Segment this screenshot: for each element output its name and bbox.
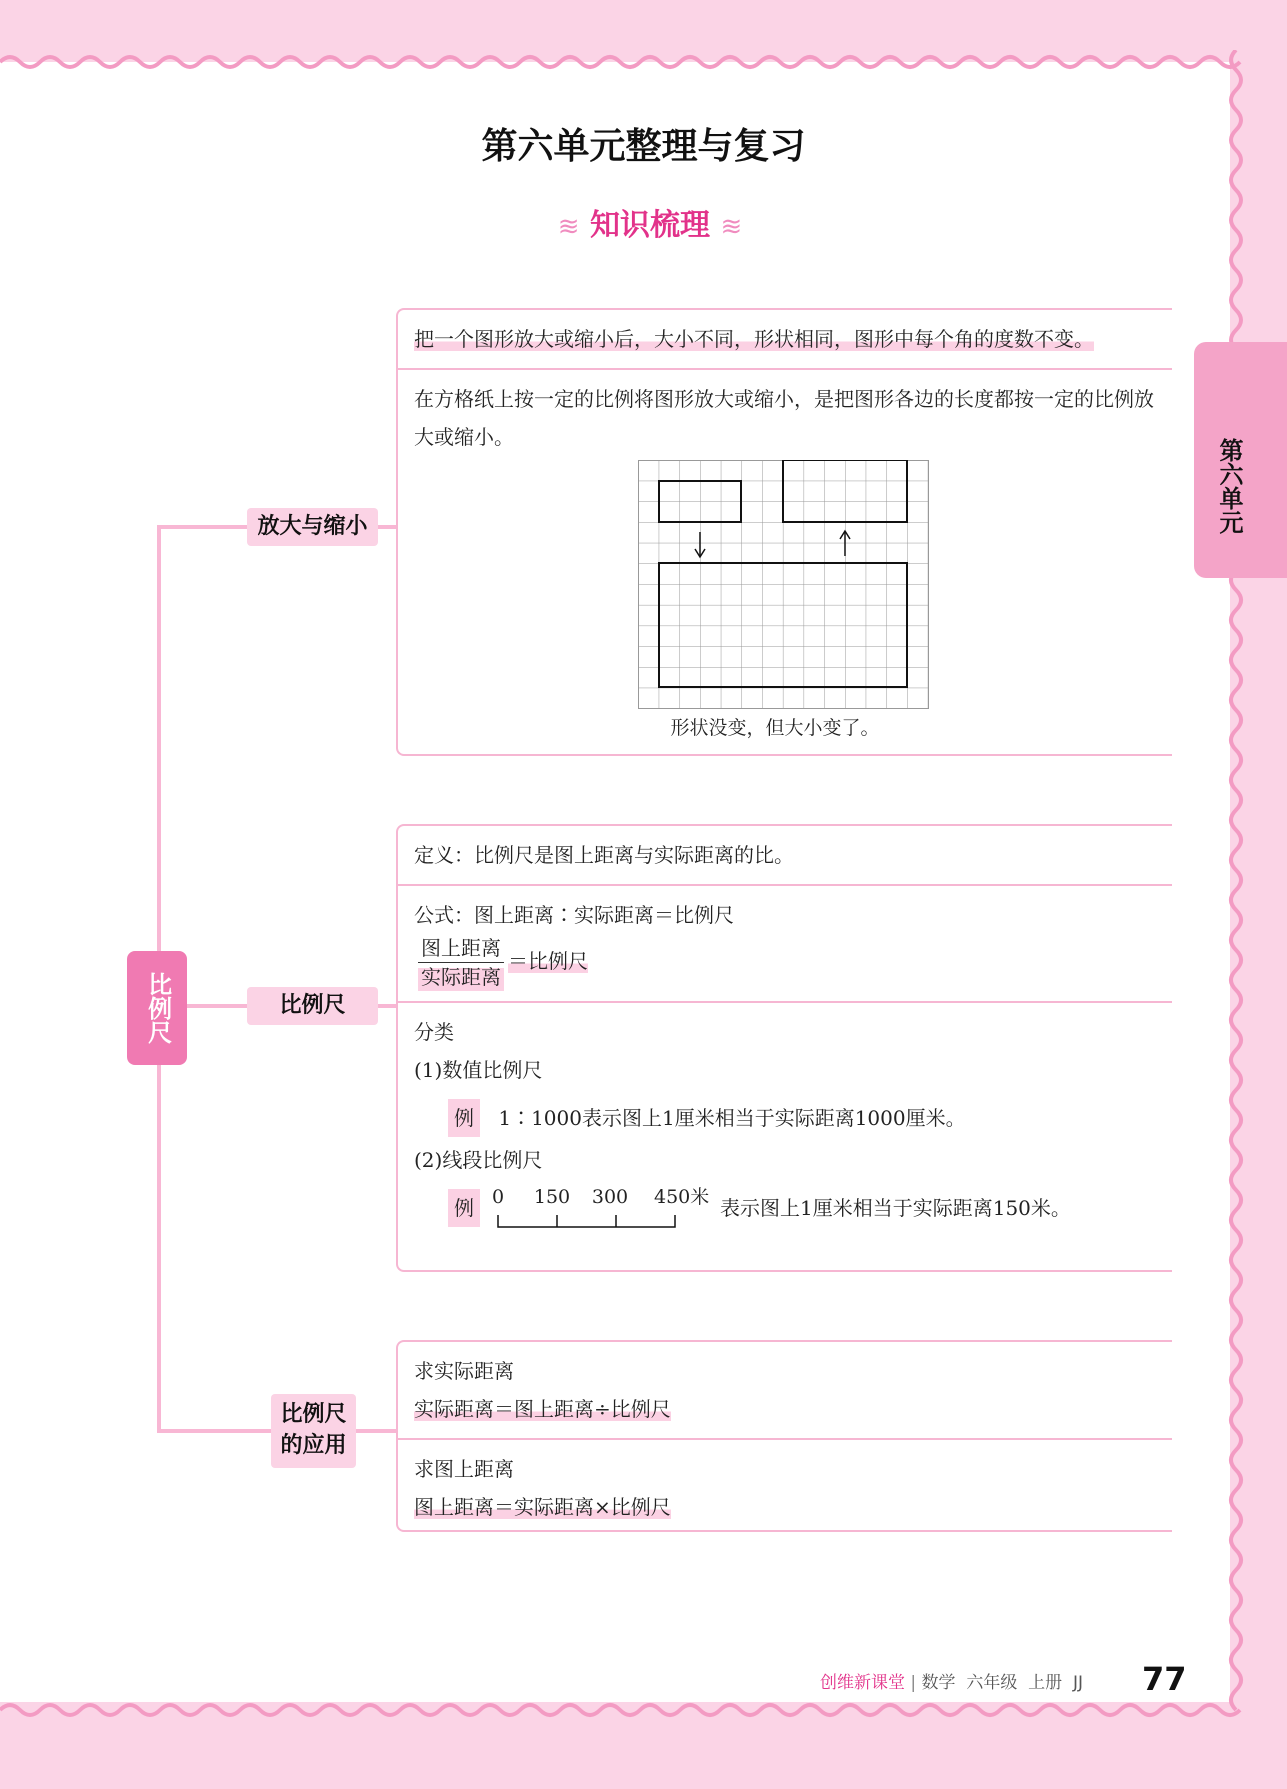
box-scale xyxy=(396,824,1172,1272)
line-scale-ruler xyxy=(492,1181,720,1235)
ruler-tick-label: 150 xyxy=(533,1186,571,1208)
scale-classify-title: 分类 xyxy=(414,1020,454,1044)
ruler-tick-label: 300 xyxy=(591,1186,629,1208)
scale-example2-text: 表示图上1厘米相当于实际距离150米。 xyxy=(720,1196,1071,1220)
ruler-tick-label: 0 xyxy=(492,1186,505,1208)
footer: 创维新课堂 | 数学 六年级 上册 JJ xyxy=(820,1673,1084,1693)
scale-formula-text: 公式：图上距离∶实际距离＝比例尺 xyxy=(414,903,734,927)
map-distance-row xyxy=(398,1438,1172,1536)
fraction-numerator: 图上距离 xyxy=(418,934,504,963)
scale-example1-row xyxy=(414,1099,1156,1137)
map-distance-title: 求图上距离 xyxy=(414,1457,514,1481)
tree-branch-line-scale xyxy=(185,1004,247,1008)
root-node-scale: 比例尺 xyxy=(127,951,187,1065)
enlarge-grid-row xyxy=(398,368,1172,756)
page-title: 第六单元整理与复习 xyxy=(481,126,806,167)
section-title xyxy=(540,200,760,244)
wave-decoration-icon: ≋ xyxy=(557,212,580,242)
tree-branch-line-application xyxy=(157,1429,271,1433)
ruler-tick-label: 450米 xyxy=(654,1186,710,1208)
connector-scale xyxy=(378,1004,398,1008)
top-wavy-border xyxy=(0,50,1287,72)
scale-formula-row xyxy=(398,884,1172,1001)
connector-enlarge xyxy=(378,525,398,529)
scale-example2-row xyxy=(414,1181,1156,1235)
box-application xyxy=(396,1340,1172,1532)
branch-label-application: 比例尺的应用 xyxy=(271,1394,356,1468)
branch-label-enlarge: 放大与缩小 xyxy=(247,508,378,546)
branch-label-scale: 比例尺 xyxy=(247,987,378,1025)
grid-caption: 形状没变，但大小变了。 xyxy=(670,717,880,739)
scale-example1-text: 1∶1000表示图上1厘米相当于实际距离1000厘米。 xyxy=(498,1106,966,1130)
ruler-line xyxy=(498,1215,675,1227)
scale-classify-row xyxy=(398,1001,1172,1245)
scale-fraction xyxy=(418,934,504,991)
map-distance-formula: 图上距离＝实际距离×比例尺 xyxy=(414,1495,671,1519)
actual-distance-formula: 实际距离＝图上距离÷比例尺 xyxy=(414,1397,671,1421)
footer-volume: 上册 xyxy=(1028,1673,1063,1693)
box-enlarge xyxy=(396,308,1172,756)
footer-grade: 六年级 xyxy=(966,1673,1018,1693)
connector-application xyxy=(356,1429,398,1433)
example-badge: 例 xyxy=(448,1099,480,1137)
bottom-wavy-border xyxy=(0,1700,1287,1722)
fraction-rhs: ＝比例尺 xyxy=(508,949,588,973)
footer-brand: 创维新课堂 xyxy=(820,1673,905,1693)
example-badge: 例 xyxy=(448,1189,480,1227)
right-wavy-border xyxy=(1222,50,1250,1720)
grid-figure xyxy=(638,460,930,710)
wave-decoration-icon: ≋ xyxy=(720,212,743,242)
unit-side-tab-label: 第六单元 xyxy=(1215,438,1243,534)
tree-branch-line-enlarge xyxy=(157,525,247,529)
footer-edition: JJ xyxy=(1072,1673,1084,1693)
actual-distance-row xyxy=(398,1342,1172,1438)
section-title-text: 知识梳理 xyxy=(590,208,710,243)
enlarge-rule-text: 把一个图形放大或缩小后，大小不同，形状相同，图形中每个角的度数不变。 xyxy=(414,327,1094,351)
footer-subject: 数学 xyxy=(921,1673,956,1693)
page-number: 77 xyxy=(1142,1660,1187,1698)
scale-type1: (1)数值比例尺 xyxy=(414,1058,543,1082)
enlarge-rule-row xyxy=(398,310,1172,368)
scale-definition-row xyxy=(398,826,1172,884)
fraction-denominator: 实际距离 xyxy=(421,965,501,989)
actual-distance-title: 求实际距离 xyxy=(414,1359,514,1383)
enlarge-grid-text: 在方格纸上按一定的比例将图形放大或缩小，是把图形各边的长度都按一定的比例放大或缩小。 xyxy=(414,387,1154,449)
scale-definition-text: 定义：比例尺是图上距离与实际距离的比。 xyxy=(414,843,794,867)
unit-side-tab xyxy=(1194,342,1287,578)
scale-type2: (2)线段比例尺 xyxy=(414,1148,543,1172)
